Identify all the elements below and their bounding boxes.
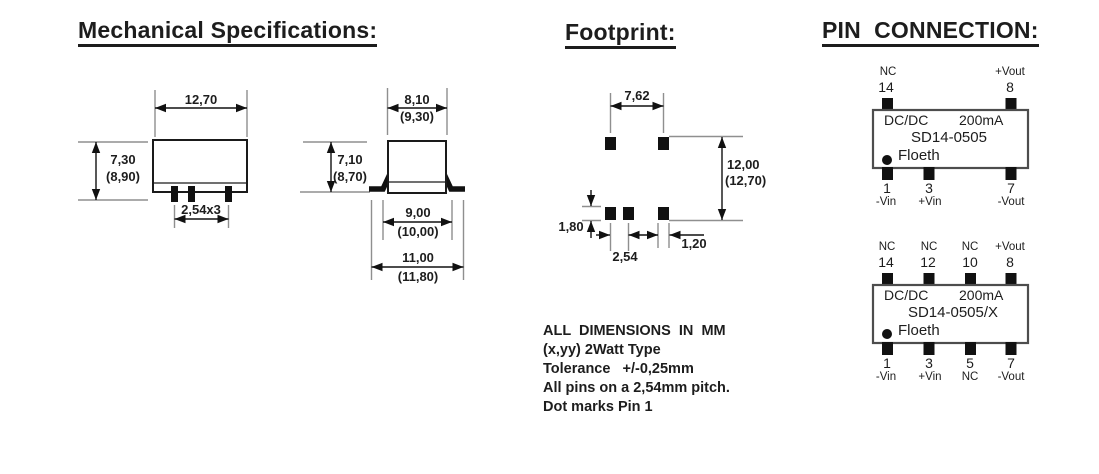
pin3-function: +Vin [918,196,942,208]
pin1-function: -Vin [875,371,897,383]
note-line: (x,yy) 2Watt Type [543,342,661,358]
pin14-function: NC [878,241,896,253]
mechanical-specifications-title: Mechanical Specifications: [78,18,377,47]
pin8-number: 8 [1006,79,1014,95]
pin7-function: -Vout [997,196,1025,208]
pin7-number: 7 [1007,355,1015,371]
pin3-number: 3 [925,180,933,196]
front-view-height-alt-dim: (8,70) [333,169,367,184]
footprint-pad-height-dim: 1,80 [558,219,584,234]
front-view-overall-alt-dim: (11,80) [397,269,439,284]
pin-connection-title: PIN CONNECTION: [822,18,1039,47]
pin10-number: 10 [962,254,978,270]
pin3-function: +Vin [918,371,942,383]
side-view-package-body [153,140,247,192]
front-view-overall-dim: 11,00 [402,250,434,265]
pin5-number: 5 [966,355,974,371]
pin1-marker-dot [882,155,892,165]
side-view-drawing [78,90,247,228]
footprint-pad-width-dim: 1,20 [681,236,707,251]
pin8-number: 8 [1006,254,1014,270]
footprint-pad-pitch-dim: 2,54 [612,249,638,264]
pin1-number: 1 [883,180,891,196]
note-line: All pins on a 2,54mm pitch. [543,380,730,396]
converter-type-label: DC/DC [884,287,929,303]
pin10-function: NC [961,241,979,253]
side-view-height-alt-dim: (8,90) [106,169,140,184]
front-view-drawing [300,88,465,280]
part-number: SD14-0505/X [907,304,999,321]
side-view-height-dim: 7,30 [110,152,136,167]
footprint-drawing [582,93,743,251]
pin14-number: 14 [878,79,894,95]
pin8-function: +Vout [995,66,1025,78]
pin12-function: NC [920,241,938,253]
note-line: ALL DIMENSIONS IN MM [543,323,726,339]
pin1-number: 1 [883,355,891,371]
part-number: SD14-0505 [911,129,987,146]
side-view-width-dim: 12,70 [184,92,218,107]
front-view-height-dim: 7,10 [337,152,363,167]
brand-label: Floeth [898,147,940,164]
pin12-number: 12 [920,254,936,270]
front-view-package-body [388,141,446,193]
front-view-width-dim: 8,10 [404,92,430,107]
pin1-marker-dot [882,329,892,339]
footprint-pads [605,137,669,220]
output-current-label: 200mA [959,112,1004,128]
pin7-number: 7 [1007,180,1015,196]
note-line: Dot marks Pin 1 [543,399,653,415]
converter-type-label: DC/DC [884,112,929,128]
front-view-lead-span-alt-dim: (10,00) [397,224,439,239]
side-view-pitch-dim: 2,54x3 [181,202,221,217]
pin1-function: -Vin [875,196,897,208]
footprint-pad-span-dim: 7,62 [624,88,650,103]
front-view-lead-span-dim: 9,00 [405,205,431,220]
footprint-row-spacing-alt-dim: (12,70) [725,173,767,188]
note-line: Tolerance +/-0,25mm [543,361,694,377]
pin14-function: NC [879,66,897,78]
output-current-label: 200mA [959,287,1004,303]
pin5-function: NC [961,371,979,383]
brand-label: Floeth [898,322,940,339]
pin8-function: +Vout [995,241,1025,253]
pin7-function: -Vout [997,371,1025,383]
front-view-width-alt-dim: (9,30) [400,109,434,124]
pin14-number: 14 [878,254,894,270]
footprint-title: Footprint: [565,20,676,49]
footprint-row-spacing-dim: 12,00 [727,157,760,172]
pin3-number: 3 [925,355,933,371]
